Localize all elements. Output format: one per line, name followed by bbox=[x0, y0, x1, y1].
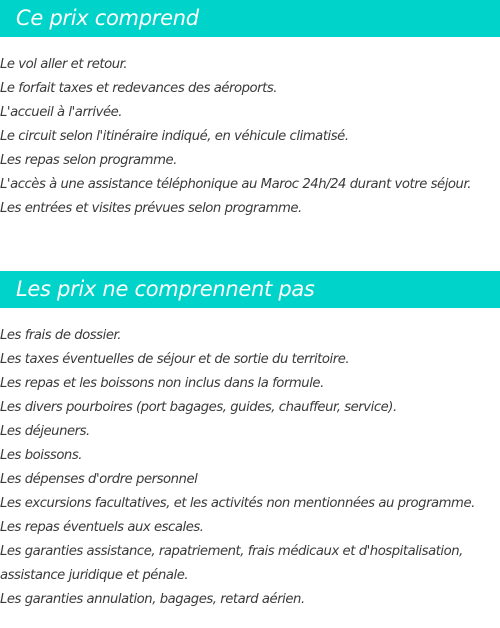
list-item: assistance juridique et pénale. bbox=[0, 568, 189, 583]
list-item: Les déjeuners. bbox=[0, 424, 90, 439]
list-item: Les repas éventuels aux escales. bbox=[0, 520, 204, 535]
list-item: Le forfait taxes et redevances des aéroports. bbox=[0, 81, 278, 96]
list-item: Les taxes éventuelles de séjour et de sortie du territoire. bbox=[0, 352, 350, 367]
list-item: Les repas selon programme. bbox=[0, 153, 177, 168]
list-item: L'accueil à l'arrivée. bbox=[0, 105, 123, 120]
list-item: L'accès à une assistance téléphonique au Maroc 24h/24 durant votre séjour. bbox=[0, 177, 471, 192]
list-item: Les excursions facultatives, et les activités non mentionnées au programme. bbox=[0, 496, 475, 511]
list-item: Les garanties assistance, rapatriement, frais médicaux et d'hospitalisation, bbox=[0, 544, 463, 559]
included-list bbox=[0, 53, 500, 221]
included-section-title: Ce prix comprend bbox=[0, 0, 500, 37]
excluded-list bbox=[0, 324, 500, 612]
list-item: Le circuit selon l'itinéraire indiqué, en véhicule climatisé. bbox=[0, 129, 349, 144]
list-item: Les boissons. bbox=[0, 448, 83, 463]
list-item: Les frais de dossier. bbox=[0, 328, 121, 343]
list-item: Les repas et les boissons non inclus dans la formule. bbox=[0, 376, 324, 391]
list-item: Les divers pourboires (port bagages, guides, chauffeur, service). bbox=[0, 400, 397, 415]
excluded-section-title: Les prix ne comprennent pas bbox=[0, 271, 500, 308]
list-item: Les entrées et visites prévues selon programme. bbox=[0, 201, 302, 216]
list-item: Les dépenses d'ordre personnel bbox=[0, 472, 198, 487]
list-item: Le vol aller et retour. bbox=[0, 57, 128, 72]
list-item: Les garanties annulation, bagages, retard aérien. bbox=[0, 592, 305, 607]
